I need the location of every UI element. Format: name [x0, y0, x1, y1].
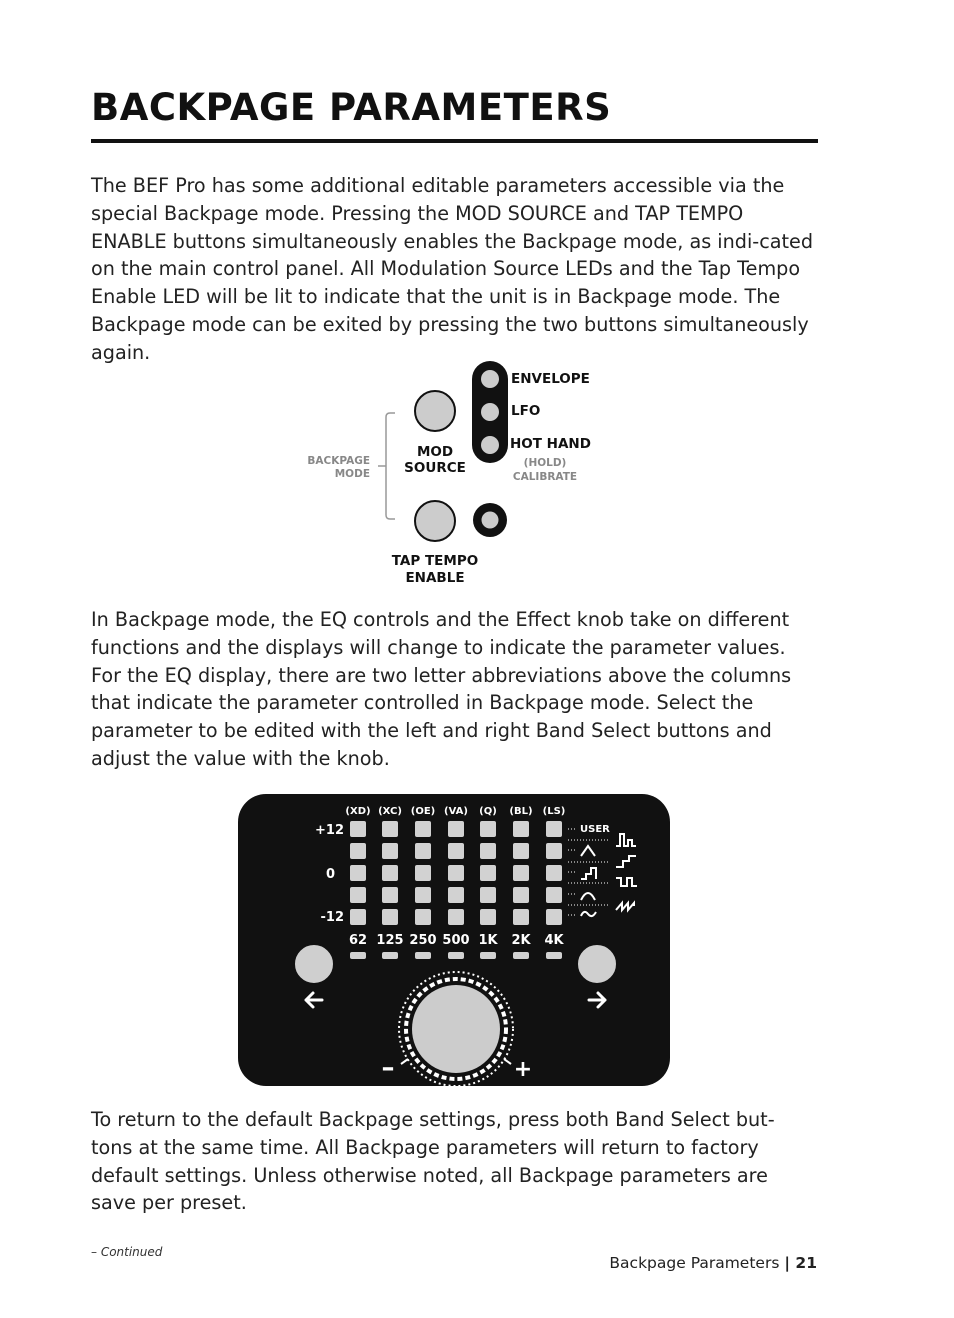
tap-tempo-label-line2: ENABLE: [405, 570, 465, 586]
eq-segment: [546, 887, 562, 903]
column-label: (BL): [509, 806, 533, 817]
envelope-led: [481, 370, 499, 388]
backpage-bracket: [386, 413, 395, 519]
gain-label-top: +12: [315, 823, 344, 838]
page-footer: [609, 1254, 817, 1272]
tap-tempo-led-inner: [482, 512, 499, 529]
eq-segment: [513, 865, 529, 881]
eq-segment: [350, 843, 366, 859]
hot-hand-label: HOT HAND: [510, 436, 591, 452]
intro-paragraph: The BEF Pro has some additional editable parameters accessible via the special Backpage mode. Pressing the MOD SOURCE and TAP TEMPO ENABLE buttons simultaneously enables the Backpage mode, as indi-cated on the main control panel. All Modulation Source LEDs and the Tap Tempo Enable LED will be lit to indicate that the unit is in Backpage mode. The Backpage mode can be exited by pressing the two buttons simultaneously again.: [91, 174, 814, 364]
eq-segment: [480, 821, 496, 837]
band-label: 125: [376, 933, 404, 948]
eq-segment: [415, 865, 431, 881]
band-indicator-led: [350, 952, 366, 959]
mod-source-diagram: [300, 355, 600, 595]
backpage-mode-paragraph: In Backpage mode, the EQ controls and the Effect knob take on different functions and the displays will change to indicate the parameter values. For the EQ display, there are two letter abbreviations above the columns that indicate the parameter controlled in Backpage mode. Select the parameter to be edited with the left and right Band Select buttons and adjust the value with the knob.: [91, 608, 792, 770]
eq-segment: [513, 821, 529, 837]
eq-segment: [546, 843, 562, 859]
eq-segment: [513, 887, 529, 903]
envelope-label: ENVELOPE: [511, 371, 590, 387]
tap-tempo-label-line1: TAP TEMPO: [391, 553, 479, 569]
band-label: 2K: [511, 933, 531, 948]
eq-segment: [480, 887, 496, 903]
eq-segment: [546, 821, 562, 837]
eq-segment: [448, 909, 464, 925]
column-label: (OE): [410, 806, 436, 817]
band-indicator-led: [480, 952, 496, 959]
eq-segment: [350, 821, 366, 837]
gain-label-bottom: -12: [320, 910, 344, 925]
column-label: (LS): [542, 806, 566, 817]
eq-segment: [415, 887, 431, 903]
hot-hand-led: [481, 436, 499, 454]
eq-segment: [350, 865, 366, 881]
page-number: | 21: [784, 1254, 817, 1272]
backpage-label-line1: BACKPAGE: [307, 455, 370, 467]
lfo-label: LFO: [511, 403, 541, 419]
eq-segment: [546, 865, 562, 881]
eq-segment: [513, 843, 529, 859]
band-label: 250: [409, 933, 437, 948]
eq-segment: [382, 865, 398, 881]
band-label: 500: [442, 933, 470, 948]
user-label: USER: [580, 824, 610, 835]
footer-section: Backpage Parameters: [609, 1254, 780, 1272]
eq-segment: [350, 909, 366, 925]
mod-source-label-line2: SOURCE: [404, 460, 466, 476]
mod-source-label-line1: MOD: [416, 444, 454, 460]
knob-minus-label: –: [381, 1053, 395, 1083]
band-indicator-led: [513, 952, 529, 959]
eq-segment: [382, 821, 398, 837]
eq-segment: [480, 843, 496, 859]
knob-plus-label: +: [513, 1057, 533, 1082]
eq-segment: [415, 843, 431, 859]
column-label: (VA): [444, 806, 468, 817]
band-label: 1K: [478, 933, 498, 948]
eq-segment: [513, 909, 529, 925]
band-label: 62: [348, 933, 368, 948]
column-labels: [345, 806, 565, 817]
band-label: 4K: [544, 933, 564, 948]
reset-paragraph: To return to the default Backpage settings, press both Band Select but-tons at the same time. All Backpage parameters will return to factory default settings. Unless otherwise noted, all Backpage parameters are save per preset.: [91, 1108, 775, 1215]
eq-segment: [480, 865, 496, 881]
eq-segment: [382, 843, 398, 859]
eq-segment: [350, 887, 366, 903]
tap-tempo-button[interactable]: [415, 501, 455, 541]
calibrate-label-line1: (HOLD): [523, 457, 567, 469]
eq-segment: [382, 887, 398, 903]
title-rule: [91, 139, 818, 143]
eq-segment: [415, 821, 431, 837]
band-select-left-button[interactable]: [294, 944, 334, 984]
eq-segment: [382, 909, 398, 925]
continued-note: – Continued: [91, 1245, 163, 1259]
gain-label-mid: 0: [325, 867, 335, 882]
lfo-led: [481, 403, 499, 421]
eq-panel-diagram: [238, 794, 670, 1086]
eq-segment: [415, 909, 431, 925]
page-title: BACKPAGE PARAMETERS: [91, 86, 612, 129]
band-indicator-led: [448, 952, 464, 959]
eq-segment: [448, 865, 464, 881]
band-indicator-led: [382, 952, 398, 959]
band-indicator-led: [415, 952, 431, 959]
eq-segment: [448, 887, 464, 903]
eq-segment: [448, 843, 464, 859]
calibrate-label-line2: CALIBRATE: [512, 471, 578, 483]
column-label: (XD): [345, 806, 371, 817]
band-select-right-button[interactable]: [577, 944, 617, 984]
eq-segment: [546, 909, 562, 925]
column-label: (XC): [378, 806, 402, 817]
eq-segment: [480, 909, 496, 925]
band-indicator-led: [546, 952, 562, 959]
mod-source-button[interactable]: [415, 391, 455, 431]
backpage-label-line2: MODE: [334, 468, 370, 480]
eq-segment: [448, 821, 464, 837]
column-label: (Q): [479, 806, 497, 817]
